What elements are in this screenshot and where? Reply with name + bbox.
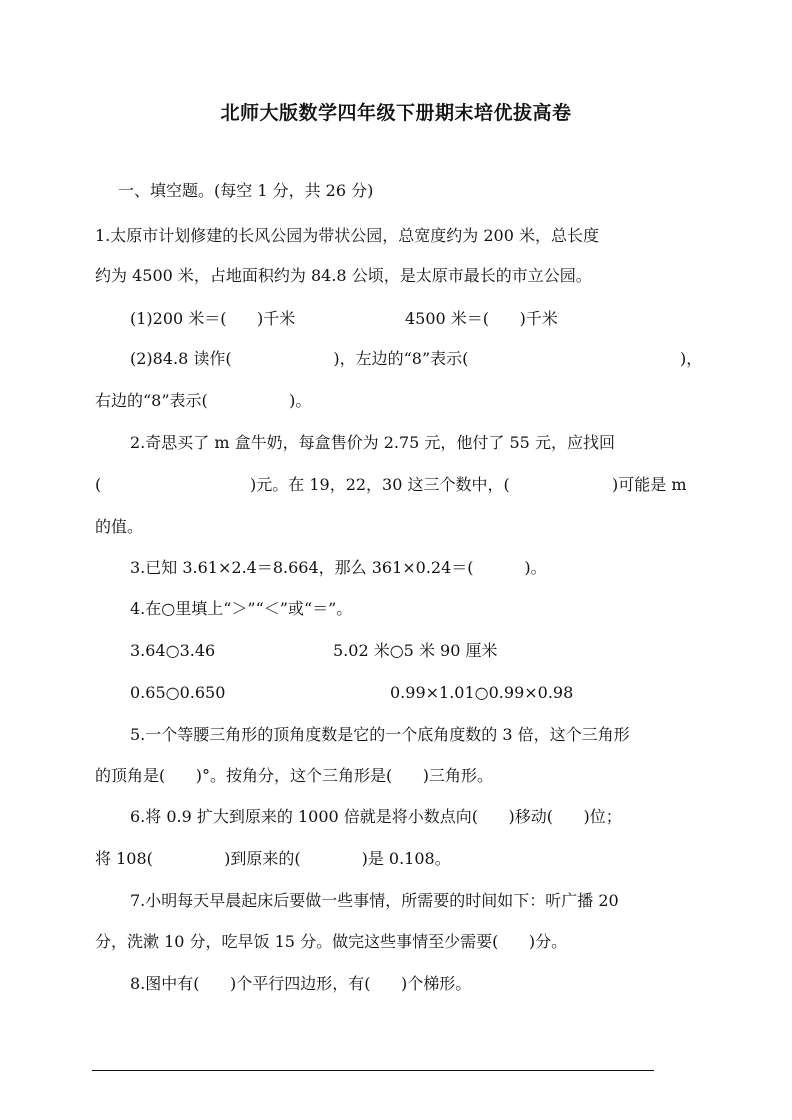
q1-sub2-b: )， (680, 349, 703, 368)
q8-line: 8.图中有( )个平行四边形，有( )个梯形。 (130, 974, 472, 993)
section-heading: 一、填空题。(每空 1 分，共 26 分) (118, 181, 374, 200)
q2-line1: 2.奇思买了 m 盒牛奶，每盒售价为 2.75 元，他付了 55 元，应找回 (130, 433, 615, 452)
q4-item-a: 3.64○3.46 (130, 641, 216, 660)
q3-line: 3.已知 3.61×2.4＝8.664，那么 361×0.24＝( )。 (130, 558, 547, 577)
page-title: 北师大版数学四年级下册期末培优拔高卷 (220, 102, 572, 124)
q2-line3: 的值。 (95, 517, 144, 536)
q4-prompt: 4.在○里填上“＞”“＜”或“＝”。 (130, 599, 353, 618)
q2-line2-b: )元。在 19，22，30 这三个数中，( (250, 475, 510, 494)
q1-sub1-b: 4500 米＝( )千米 (405, 309, 558, 328)
q4-item-b: 5.02 米○5 米 90 厘米 (333, 641, 498, 660)
q1-sub2-a: (2)84.8 读作( )，左边的“8”表示( (130, 349, 469, 368)
footer-divider (92, 1070, 654, 1071)
q6-line2: 将 108( )到原来的( )是 0.108。 (95, 849, 451, 868)
q4-item-c: 0.65○0.650 (130, 683, 226, 702)
q5-line1: 5.一个等腰三角形的顶角度数是它的一个底角度数的 3 倍，这个三角形 (130, 725, 630, 744)
q2-line2-a: ( (95, 475, 102, 494)
q1-line2: 约为 4500 米，占地面积约为 84.8 公顷，是太原市最长的市立公园。 (95, 266, 592, 285)
q4-item-d: 0.99×1.01○0.99×0.98 (390, 683, 574, 702)
q1-sub1-a: (1)200 米＝( )千米 (130, 309, 296, 328)
q1-sub2-c: 右边的“8”表示( )。 (95, 391, 312, 410)
q5-line2: 的顶角是( )°。按角分，这个三角形是( )三角形。 (95, 766, 494, 785)
q7-line2: 分，洗漱 10 分，吃早饭 15 分。做完这些事情至少需要( )分。 (95, 932, 568, 951)
q2-line2-c: )可能是 m (612, 475, 687, 494)
q1-line1-text: 1.太原市计划修建的长风公园为带状公园，总宽度约为 200 米，总长度 (95, 226, 599, 245)
q6-line1: 6.将 0.9 扩大到原来的 1000 倍就是将小数点向( )移动( )位； (130, 807, 622, 826)
q1-line1 (95, 225, 701, 247)
q7-line1: 7.小明每天早晨起床后要做一些事情，所需要的时间如下：听广播 20 (130, 891, 619, 910)
